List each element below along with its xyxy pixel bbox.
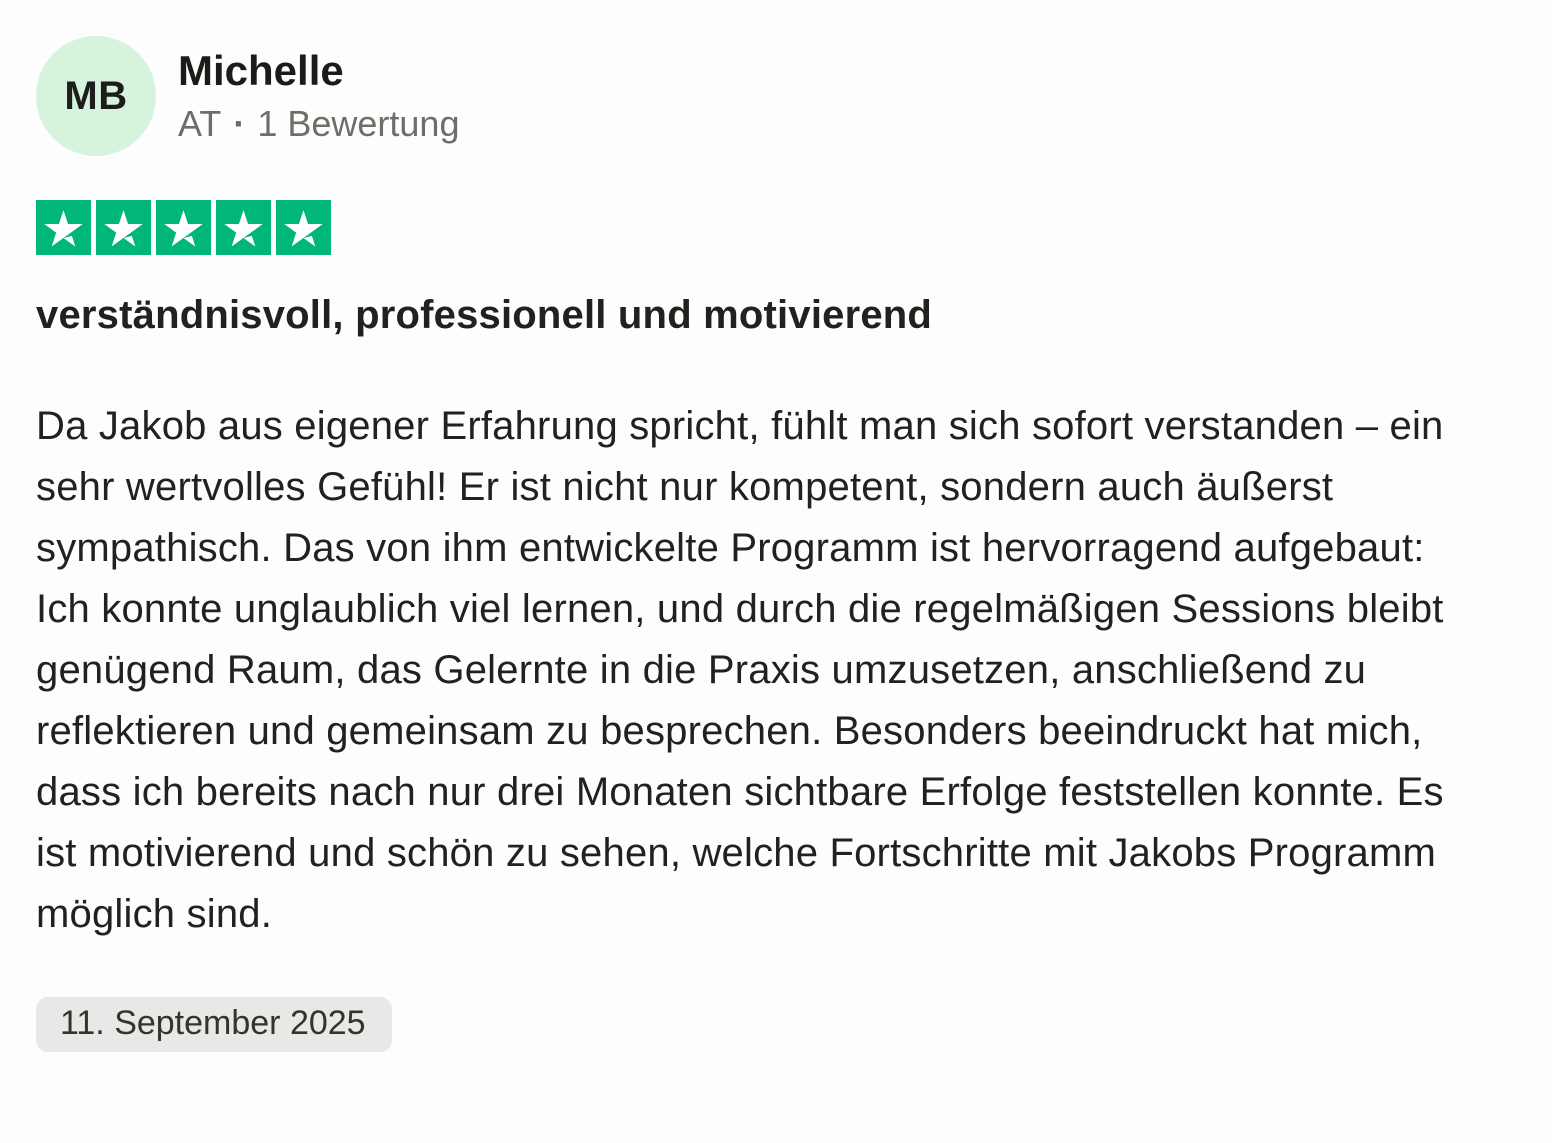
dot-separator: · [233, 103, 246, 145]
reviewer-meta [178, 103, 459, 145]
avatar[interactable] [36, 36, 156, 156]
star-icon [156, 200, 211, 255]
review-title[interactable]: verständnisvoll, professionell und motivierend [36, 293, 933, 337]
star-rating [36, 200, 1496, 255]
star-icon [216, 200, 271, 255]
star-icon [96, 200, 151, 255]
review-date-badge [36, 997, 392, 1052]
reviewer-info [178, 47, 459, 145]
reviewer-header [36, 36, 1496, 156]
reviewer-review-count: 1 Bewertung [257, 103, 460, 145]
avatar-initials: MB [64, 73, 128, 118]
review-body: Da Jakob aus eigener Erfahrung spricht, fühlt man sich sofort verstanden – ein sehr wertvolles Gefühl! Er ist nicht nur kompetent, sondern auch äußerst sympathisch. Das von ihm entwickelte Programm ist hervorragend aufgebaut: Ich konnte unglaublich viel lernen, und durch die regelmäßigen Sessions bleibt genügend Raum, das Gelernte in die Praxis umzusetzen, anschließend zu reflektieren und gemeinsam zu besprechen. Besonders beeindruckt hat mich, dass ich bereits nach nur drei Monaten sichtbare Erfolge feststellen konnte. Es ist motivierend und schön zu sehen, welche Fortschritte mit Jakobs Programm möglich sind. [36, 404, 1444, 936]
star-icon [276, 200, 331, 255]
review-date-text: 11. September 2025 [60, 1004, 366, 1042]
reviewer-location: AT [178, 103, 222, 145]
reviewer-name[interactable]: Michelle [178, 46, 344, 94]
star-icon [36, 200, 91, 255]
